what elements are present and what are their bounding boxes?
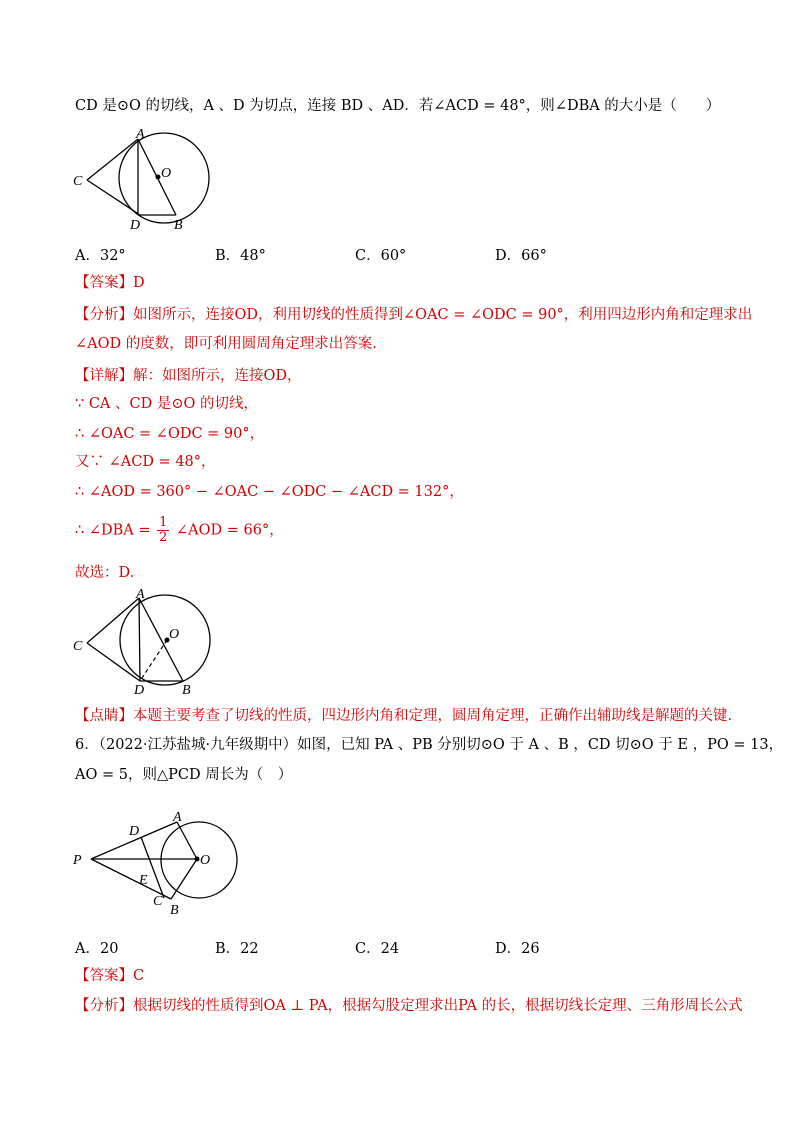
fig1-label-c: C <box>73 174 83 189</box>
q6-option-b[interactable]: B．22 <box>215 941 259 957</box>
figure-2 <box>70 588 220 698</box>
q5-answer-value: D <box>133 275 145 291</box>
fig1-label-o: O <box>161 166 172 181</box>
q6-stem-line-1: 6．（2022·江苏盐城·九年级期中）如图，已知 PA 、PB 分别切⊙O 于 A 、B ，CD 切⊙O 于 E ，PO = 13， <box>75 737 784 753</box>
fig3-label-c: C <box>153 894 163 909</box>
fig3-label-p: P <box>73 853 82 868</box>
fig2-label-a: A <box>136 588 145 602</box>
q5-detail-tag: 【详解】 <box>75 368 133 384</box>
fig3-label-o: O <box>200 853 211 868</box>
q5-comment-tag: 【点睛】 <box>75 708 133 724</box>
q6-answer <box>75 966 144 986</box>
fig2-label-c: C <box>73 639 83 654</box>
q5-detail-line-5: ∴ ∠AOD = 360° − ∠OAC − ∠ODC − ∠ACD = 132°， <box>75 484 464 500</box>
figure-1 <box>70 125 220 240</box>
q5-option-d[interactable]: D．66° <box>495 248 547 264</box>
fraction-half: $\frac{1}{2}$ <box>159 515 168 545</box>
q6-option-c[interactable]: C．24 <box>355 941 400 957</box>
fig2-label-b: B <box>182 683 191 698</box>
fig3-label-d: D <box>129 824 140 839</box>
q5-detail-line-3: ∴ ∠OAC = ∠ODC = 90°， <box>75 426 265 442</box>
fig1-label-a: A <box>136 127 145 142</box>
fig1-label-b: B <box>174 218 183 233</box>
q5-answer <box>75 273 145 293</box>
fig3-label-a: A <box>173 810 182 825</box>
q6-option-a[interactable]: A．20 <box>75 941 119 957</box>
q5-analysis-tag: 【分析】 <box>75 307 133 323</box>
fig2-label-d: D <box>134 683 145 698</box>
q5-detail-line-2: ∵ CA 、CD 是⊙O 的切线， <box>75 396 258 412</box>
q5-detail-line-6: ∴ ∠DBA = $\frac{1}{2}$ ∠AOD = 66°， <box>75 515 284 545</box>
q5-option-a[interactable]: A．32° <box>75 248 126 264</box>
fig2-label-o: O <box>169 627 180 642</box>
fig3-label-b: B <box>170 903 179 917</box>
q5-detail-line-1: 【详解】解：如图所示，连接OD， <box>75 368 302 384</box>
q6-answer-tag: 【答案】 <box>75 968 133 984</box>
q5-comment: 【点睛】本题主要考查了切线的性质，四边形内角和定理，圆周角定理，正确作出辅助线是解题的关键. <box>75 708 733 724</box>
q5-analysis-line-1: 【分析】如图所示，连接OD，利用切线的性质得到∠OAC = ∠ODC = 90°，利用四边形内角和定理求出 <box>75 307 753 323</box>
q6-analysis-tag: 【分析】 <box>75 998 133 1014</box>
q6-stem-line-2: AO = 5，则△PCD 周长为（ ） <box>75 767 293 783</box>
q5-option-b[interactable]: B．48° <box>215 248 266 264</box>
q5-analysis-line-2: ∠AOD 的度数，即可利用圆周角定理求出答案. <box>75 336 377 352</box>
q6-option-d[interactable]: D．26 <box>495 941 540 957</box>
q5-option-c[interactable]: C．60° <box>355 248 407 264</box>
fig1-label-d: D <box>130 218 141 233</box>
figure-3 <box>70 802 250 917</box>
q5-detail-line-4: 又∵ ∠ACD = 48°， <box>75 454 216 470</box>
q5-choose: 故选：D. <box>75 565 135 581</box>
q5-stem: CD 是⊙O 的切线，A 、D 为切点，连接 BD 、AD．若∠ACD = 48°，则∠DBA 的大小是（ ） <box>75 98 721 114</box>
q5-answer-tag: 【答案】 <box>75 275 133 291</box>
q6-analysis-line-1: 【分析】根据切线的性质得到OA ⊥ PA，根据勾股定理求出PA 的长，根据切线长定理、三角形周长公式 <box>75 998 743 1014</box>
q6-answer-value: C <box>133 968 145 984</box>
fig3-label-e: E <box>139 873 148 888</box>
